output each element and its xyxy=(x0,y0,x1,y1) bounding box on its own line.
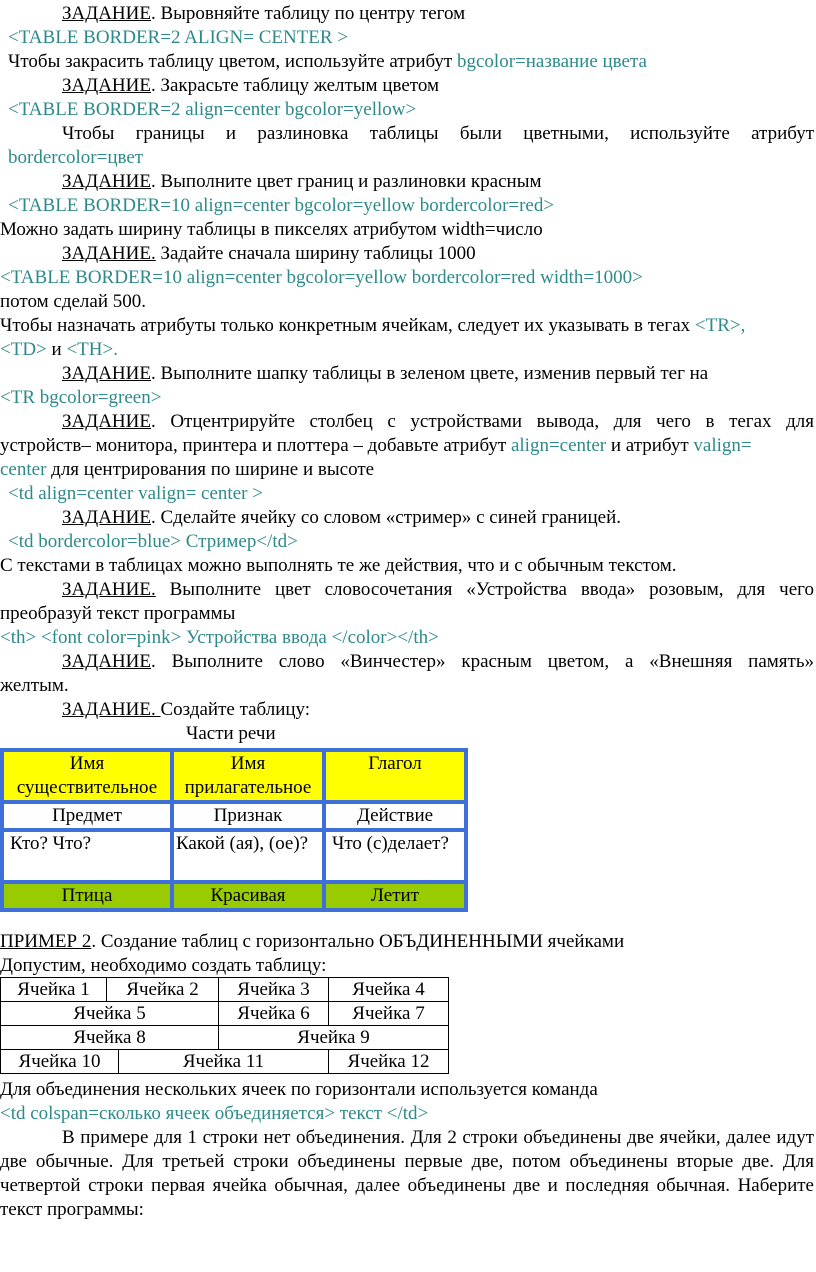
table-cell: Предмет xyxy=(2,802,172,830)
text-line: желтым. xyxy=(0,675,69,696)
table-row xyxy=(2,750,466,802)
table-cell: Ячейка 12 xyxy=(329,1050,449,1074)
table-row xyxy=(2,802,466,830)
text-line: Чтобы закрасить таблицу цветом, используйте атрибут bgcolor=название цвета xyxy=(8,51,647,72)
text-line: Допустим, необходимо создать таблицу: xyxy=(0,955,327,976)
table-cell: Ячейка 6 xyxy=(219,1002,329,1026)
code-line: <TABLE BORDER=2 align=center bgcolor=yellow> xyxy=(8,99,417,120)
table-cell: Кто? Что? xyxy=(2,830,172,882)
code-line: <td align=center valign= center > xyxy=(8,483,263,504)
table-cell: Ячейка 5 xyxy=(1,1002,219,1026)
code-line: <td colspan=сколько ячеек объединяется> текст </td> xyxy=(0,1103,429,1124)
code-line: <TABLE BORDER=2 ALIGN= CENTER > xyxy=(8,27,349,48)
code-line: <TABLE BORDER=10 align=center bgcolor=yellow bordercolor=red> xyxy=(8,195,555,216)
example-title: ПРИМЕР 2. Создание таблиц с горизонтально ОБЪДИНЕННЫМИ ячейками xyxy=(0,931,625,952)
text-line: center для центрирования по ширине и высоте xyxy=(0,459,375,480)
code-line: <TR bgcolor=green> xyxy=(0,387,162,408)
task-line: ЗАДАНИЕ. Выполните цвет границ и разлиновки красным xyxy=(62,171,542,192)
task-line: ЗАДАНИЕ. Создайте таблицу: xyxy=(62,699,311,720)
table-row xyxy=(2,830,466,882)
table-cell: Что (с)делает? xyxy=(324,830,466,882)
table-cell: Ячейка 3 xyxy=(219,978,329,1002)
table-cell: Ячейка 10 xyxy=(1,1050,119,1074)
table-row xyxy=(1,1026,449,1050)
code-line: bordercolor=цвет xyxy=(8,147,144,168)
table-cell: Ячейка 11 xyxy=(119,1050,329,1074)
table-row xyxy=(2,882,466,910)
text-line: Чтобы назначать атрибуты только конкретным ячейкам, следует их указывать в тегах <TR>, xyxy=(0,315,746,336)
parts-of-speech-table xyxy=(0,748,468,912)
table-row xyxy=(1,1050,449,1074)
table-cell: Птица xyxy=(2,882,172,910)
table-cell: Признак xyxy=(172,802,324,830)
paragraph: В примере для 1 строки нет объединения. Для 2 строки объединены две ячейки, далее идут две обычные. Для третьей строки объединены первые две, потом объединены вторые две. Для четвертой строки первая ячейка обычная, далее объединены две и последняя обычная. Наберите текст программы: xyxy=(0,1127,814,1220)
table-cell: Действие xyxy=(324,802,466,830)
table-cell: Какой (ая), (ое)? xyxy=(172,830,324,882)
table-cell: Имя существительное xyxy=(2,750,172,802)
text-line: <TD> и <TH>. xyxy=(0,339,118,360)
table-cell: Ячейка 8 xyxy=(1,1026,219,1050)
text-line: Чтобы границы и разлиновка таблицы были цветными, используйте атрибут xyxy=(62,123,814,144)
text-line: устройств– монитора, принтера и плоттера – добавьте атрибут align=center и атрибут valign= xyxy=(0,435,752,456)
merged-cells-table xyxy=(0,977,449,1074)
task-line: ЗАДАНИЕ. Выровняйте таблицу по центру тегом xyxy=(62,3,466,24)
task-line: ЗАДАНИЕ. Задайте сначала ширину таблицы 1000 xyxy=(62,243,476,264)
table-row xyxy=(1,1002,449,1026)
text-line: Можно задать ширину таблицы в пикселях атрибутом width=число xyxy=(0,219,543,240)
code-line: <TABLE BORDER=10 align=center bgcolor=yellow bordercolor=red width=1000> xyxy=(0,267,643,288)
task-line: ЗАДАНИЕ. Выполните цвет словосочетания «Устройства ввода» розовым, для чего xyxy=(62,579,814,600)
task-line: ЗАДАНИЕ. Закрасьте таблицу желтым цветом xyxy=(62,75,439,96)
table-cell: Ячейка 4 xyxy=(329,978,449,1002)
text-line: С текстами в таблицах можно выполнять те же действия, что и с обычным текстом. xyxy=(0,555,677,576)
table-cell: Ячейка 7 xyxy=(329,1002,449,1026)
table-cell: Красивая xyxy=(172,882,324,910)
table-cell: Ячейка 1 xyxy=(1,978,107,1002)
table-cell: Глагол xyxy=(324,750,466,802)
task-line: ЗАДАНИЕ. Сделайте ячейку со словом «стример» с синей границей. xyxy=(62,507,622,528)
table-row xyxy=(1,978,449,1002)
text-line: Для объединения нескольких ячеек по горизонтали используется команда xyxy=(0,1079,598,1100)
text-line: потом сделай 500. xyxy=(0,291,146,312)
table-cell: Летит xyxy=(324,882,466,910)
table-caption: Части речи xyxy=(186,723,276,744)
code-line: <td bordercolor=blue> Стример</td> xyxy=(8,531,298,552)
code-line: <th> <font color=pink> Устройства ввода </color></th> xyxy=(0,627,439,648)
table-cell: Ячейка 2 xyxy=(107,978,219,1002)
task-line: ЗАДАНИЕ. Выполните шапку таблицы в зеленом цвете, изменив первый тег на xyxy=(62,363,709,384)
table-cell: Ячейка 9 xyxy=(219,1026,449,1050)
task-line: ЗАДАНИЕ. Выполните слово «Винчестер» красным цветом, а «Внешняя память» xyxy=(62,651,814,672)
text-line: преобразуй текст программы xyxy=(0,603,236,624)
task-line: ЗАДАНИЕ. Отцентрируйте столбец с устройствами вывода, для чего в тегах для xyxy=(62,411,814,432)
table-cell: Имя прилагательное xyxy=(172,750,324,802)
